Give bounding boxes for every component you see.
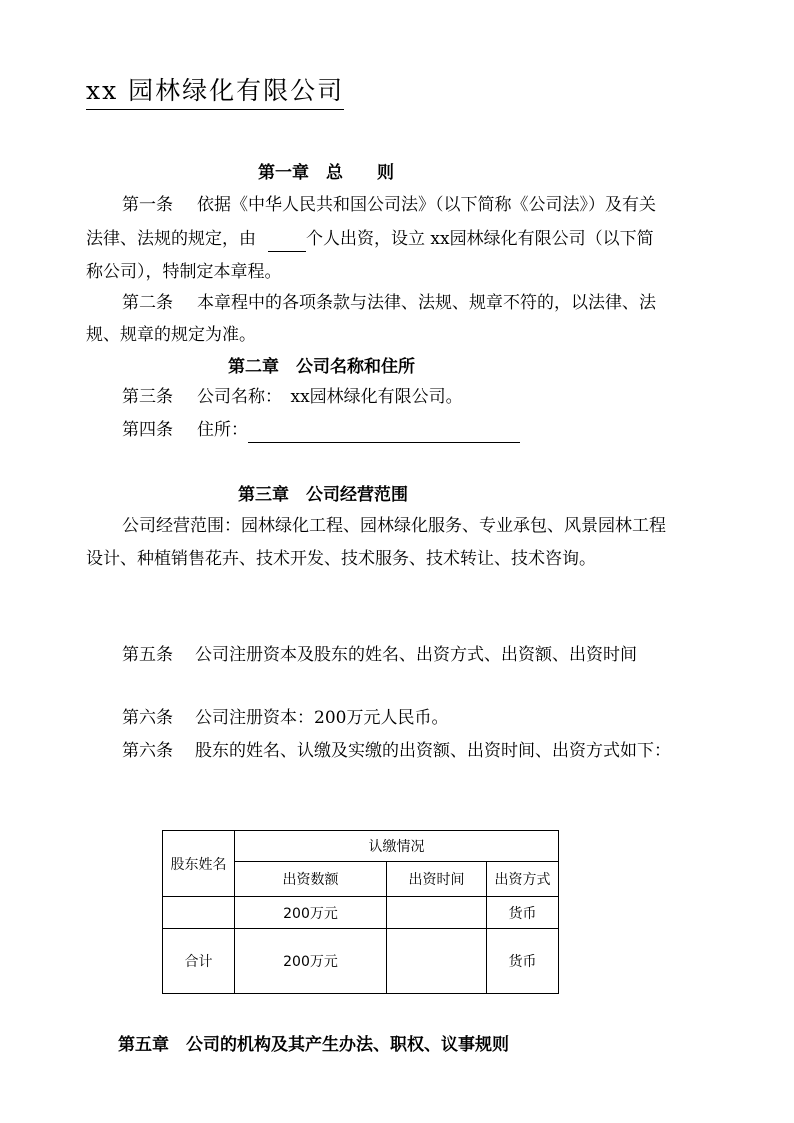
business-scope-line-1: 公司经营范围：园林绿化工程、园林绿化服务、专业承包、风景园林工程 xyxy=(122,516,666,536)
article-2-line-1 xyxy=(122,290,656,316)
header-time: 出资时间 xyxy=(387,861,487,897)
article-1-text-3: 称公司），特制定本章程。 xyxy=(86,262,282,282)
article-6b xyxy=(122,738,671,764)
header-amount: 出资数额 xyxy=(235,861,387,897)
table-row xyxy=(163,897,559,929)
chapter-3-heading: 第三章 公司经营范围 xyxy=(238,485,408,505)
article-6b-label: 第六条 xyxy=(122,741,173,761)
article-1-text-1: 依据《中华人民共和国公司法》（以下简称《公司法》）及有关 xyxy=(197,195,656,215)
chapter-5-heading: 第五章 公司的机构及其产生办法、职权、议事规则 xyxy=(118,1035,509,1055)
business-scope-line-2: 设计、种植销售花卉、技术开发、技术服务、技术转让、技术咨询。 xyxy=(86,549,596,569)
article-4-label: 第四条 xyxy=(122,420,173,440)
article-3 xyxy=(122,384,463,410)
chapter-2-heading: 第二章 公司名称和住所 xyxy=(228,357,415,377)
article-6b-text: 股东的姓名、认缴及实缴的出资额、出资时间、出资方式如下： xyxy=(195,741,671,761)
article-5 xyxy=(122,642,637,668)
article-1-line-1 xyxy=(122,192,656,218)
cell-name xyxy=(163,897,235,929)
cell-name: 合计 xyxy=(163,928,235,993)
article-1-line-2 xyxy=(86,226,654,252)
address-blank xyxy=(248,422,520,443)
cell-amount: 200万元 xyxy=(235,897,387,929)
article-3-text: 公司名称： xx园林绿化有限公司。 xyxy=(197,387,463,407)
table-row-total xyxy=(163,928,559,993)
article-2-text-2: 规、规章的规定为准。 xyxy=(86,325,256,345)
article-6a-text: 公司注册资本：200万元人民币。 xyxy=(195,708,449,728)
cell-amount: 200万元 xyxy=(235,928,387,993)
cell-method: 货币 xyxy=(487,897,559,929)
header-shareholder-name: 股东姓名 xyxy=(163,831,235,897)
article-1-label: 第一条 xyxy=(122,195,173,215)
company-title: xx 园林绿化有限公司 xyxy=(86,74,344,110)
article-6a xyxy=(122,705,448,731)
header-method: 出资方式 xyxy=(487,861,559,897)
article-4 xyxy=(122,417,520,443)
investor-count-blank xyxy=(268,231,306,252)
article-2-text-1: 本章程中的各项条款与法律、法规、规章不符的，以法律、法 xyxy=(197,293,656,313)
article-3-label: 第三条 xyxy=(122,387,173,407)
article-4-text: 住所： xyxy=(197,420,248,440)
chapter-1-heading: 第一章 总 则 xyxy=(258,163,394,183)
cell-time xyxy=(387,928,487,993)
article-6a-label: 第六条 xyxy=(122,708,173,728)
header-subscribed: 认缴情况 xyxy=(235,831,559,862)
article-1-text-2a: 法律、法规的规定，由 xyxy=(86,229,256,249)
cell-method: 货币 xyxy=(487,928,559,993)
cell-time xyxy=(387,897,487,929)
article-5-label: 第五条 xyxy=(122,645,173,665)
article-2-label: 第二条 xyxy=(122,293,173,313)
article-5-text: 公司注册资本及股东的姓名、出资方式、出资额、出资时间 xyxy=(195,645,637,665)
shareholder-table xyxy=(162,830,559,994)
article-1-text-2b: 个人出资，设立 xx园林绿化有限公司（以下简 xyxy=(306,229,654,249)
